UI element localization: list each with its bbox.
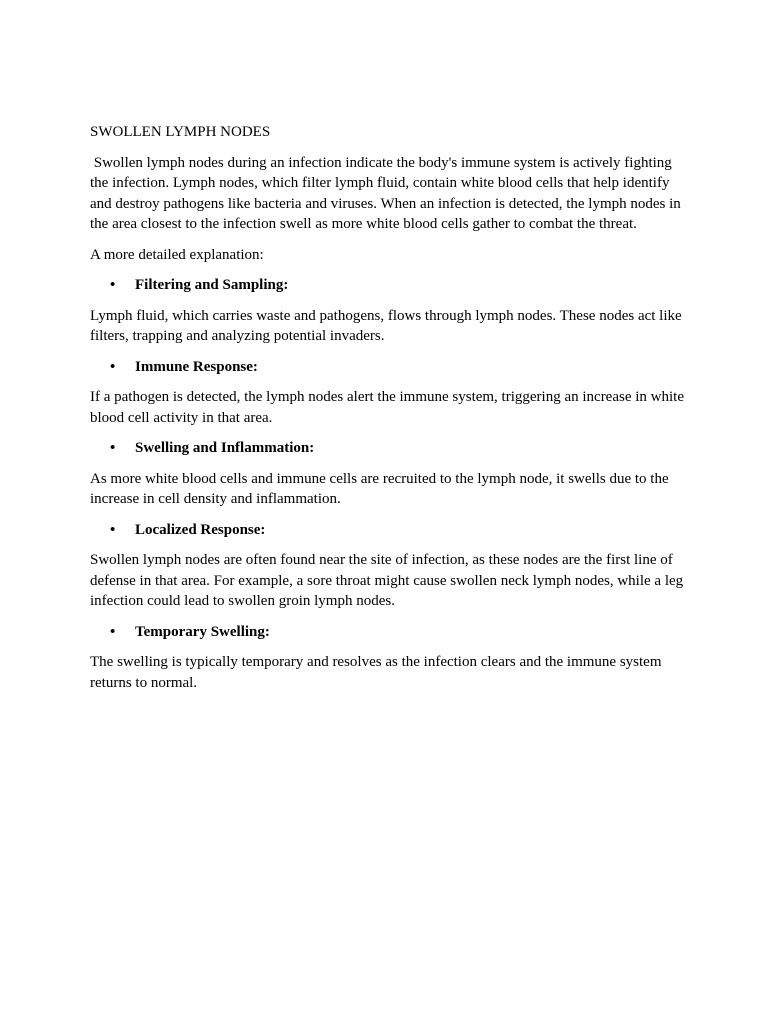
section-paragraph: The swelling is typically temporary and resolves as the infection clears and the immune system returns to normal. [90, 654, 662, 691]
explanation-sections [90, 275, 686, 693]
bullet-item [90, 438, 686, 459]
bullet-icon: • [110, 440, 116, 456]
intro-paragraph: Swollen lymph nodes during an infection indicate the body's immune system is actively fighting the infection. Lymph nodes, which filter lymph fluid, contain white blood cells that help identify and destroy pathogens like bacteria and viruses. When an infection is detected, the lymph nodes in the area closest to the infection swell as more white blood cells gather to combat the threat. [90, 154, 685, 232]
section-heading: Immune Response: [135, 358, 258, 375]
section-filtering-and-sampling [90, 275, 686, 347]
bullet-item [90, 520, 686, 541]
section-paragraph: Swollen lymph nodes are often found near the site of infection, as these nodes are the first line of defense in that area. For example, a sore throat might cause swollen neck lymph nodes, while a leg infection could lead to swollen groin lymph nodes. [90, 552, 684, 609]
section-heading: Filtering and Sampling: [135, 277, 289, 293]
section-immune-response [90, 357, 686, 429]
bullet-icon: • [110, 277, 116, 293]
section-swelling-and-inflammation [90, 438, 686, 510]
bullet-item [90, 622, 686, 643]
bullet-icon: • [110, 358, 116, 375]
section-heading: Temporary Swelling: [135, 623, 270, 640]
section-temporary-swelling [90, 622, 686, 694]
section-heading: Localized Response: [135, 521, 266, 538]
section-heading: Swelling and Inflammation: [135, 440, 315, 456]
document-title: SWOLLEN LYMPH NODES [90, 124, 271, 140]
section-paragraph: If a pathogen is detected, the lymph nodes alert the immune system, triggering an increase in white blood cell activity in that area. [90, 389, 684, 426]
section-localized-response [90, 520, 686, 612]
section-paragraph: Lymph fluid, which carries waste and pathogens, flows through lymph nodes. These nodes act like filters, trapping and analyzing potential invaders. [90, 307, 682, 344]
bullet-icon: • [110, 521, 116, 538]
lead-in-text: A more detailed explanation: [90, 246, 264, 263]
bullet-item [90, 357, 686, 378]
document-body [90, 122, 686, 703]
bullet-item [90, 275, 686, 296]
bullet-icon: • [110, 623, 116, 640]
section-paragraph: As more white blood cells and immune cells are recruited to the lymph node, it swells due to the increase in cell density and inflammation. [90, 470, 669, 507]
